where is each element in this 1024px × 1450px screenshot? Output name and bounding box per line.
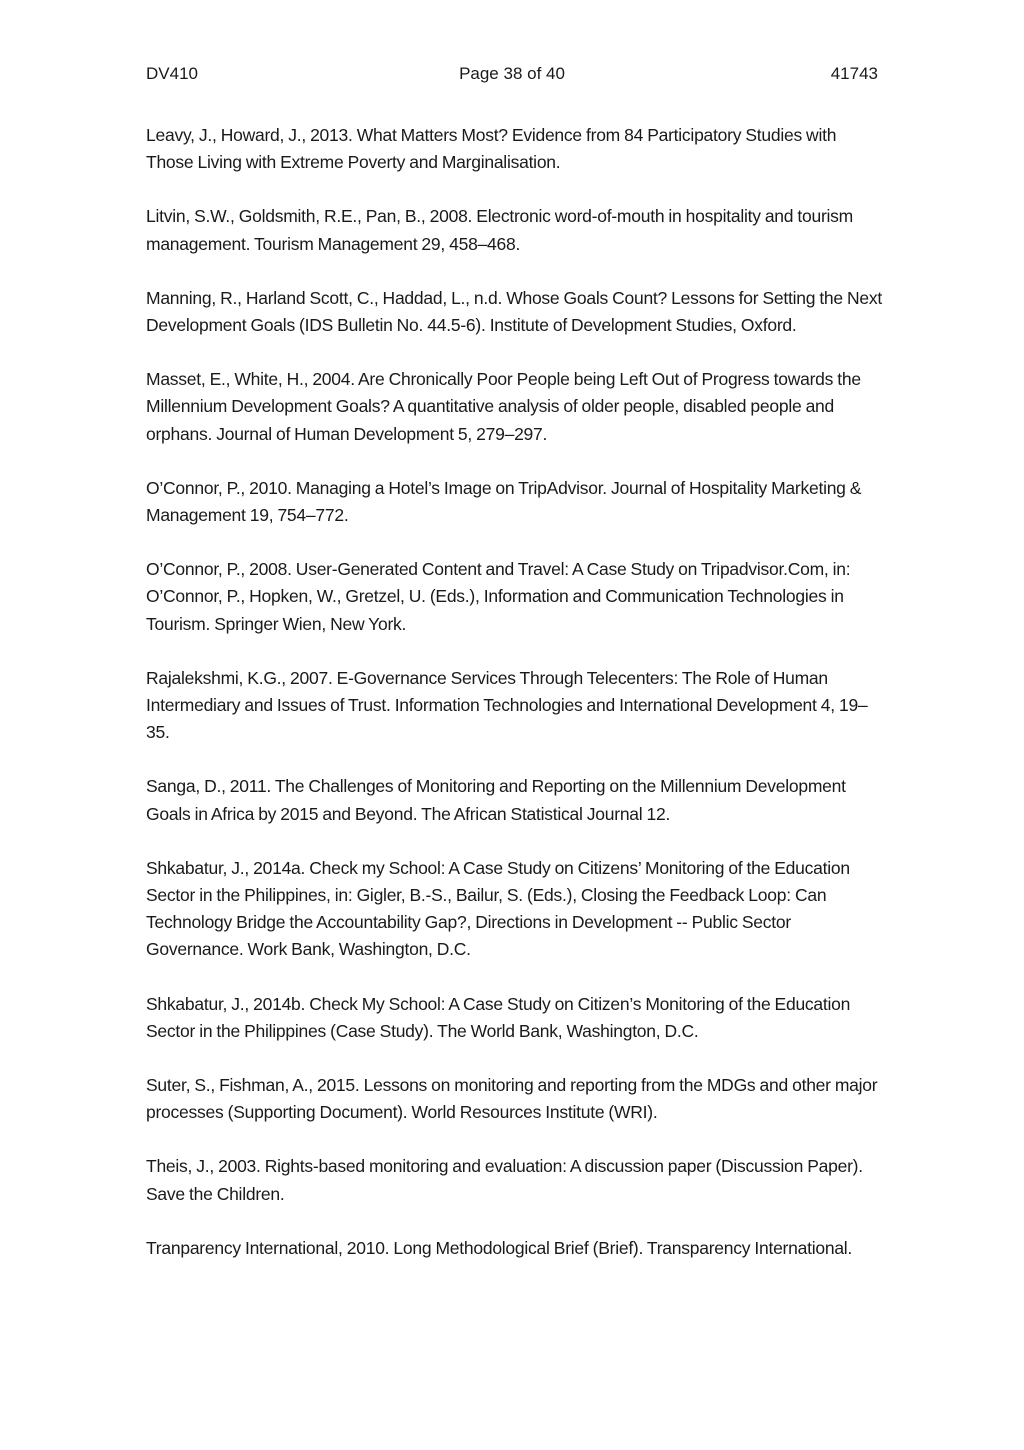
candidate-number: 41743 [830, 64, 878, 83]
reference-entry: Manning, R., Harland Scott, C., Haddad, L., n.d. Whose Goals Count? Lessons for Setting the Next Development Goals (IDS Bulletin No. 44.5-6). Institute of Development Studies, Oxford. [146, 287, 882, 336]
page-header [146, 60, 878, 88]
reference-entry: Theis, J., 2003. Rights-based monitoring and evaluation: A discussion paper (Discussion Paper). Save the Children. [146, 1156, 863, 1204]
reference-entry: Shkabatur, J., 2014b. Check My School: A Case Study on Citizen’s Monitoring of the Education Sector in the Philippines (Case Study). The World Bank, Washington, D.C. [146, 993, 851, 1041]
reference-entry: Rajalekshmi, K.G., 2007. E-Governance Services Through Telecenters: The Role of Human Intermediary and Issues of Trust. Information Technologies and International Development 4, 19–35. [146, 667, 868, 743]
page-number: Page 38 of 40 [459, 64, 565, 83]
reference-entry: Sanga, D., 2011. The Challenges of Monitoring and Reporting on the Millennium Development Goals in Africa by 2015 and Beyond. The African Statistical Journal 12. [146, 776, 846, 824]
reference-list [146, 122, 882, 1289]
reference-entry: Leavy, J., Howard, J., 2013. What Matters Most? Evidence from 84 Participatory Studies with Those Living with Extreme Poverty and Marginalisation. [146, 125, 837, 173]
reference-entry: Shkabatur, J., 2014a. Check my School: A Case Study on Citizens’ Monitoring of the Education Sector in the Philippines, in: Gigler, B.-S., Bailur, S. (Eds.), Closing the Feedback Loop: Can Technology Bridge the Accountability Gap?, Directions in Development -- Public Sector Governance. Work Bank, Washington, D.C. [146, 857, 850, 960]
reference-entry: Masset, E., White, H., 2004. Are Chronically Poor People being Left Out of Progress towards the Millennium Development Goals? A quantitative analysis of older people, disabled people and orphans. Journal of Human Development 5, 279–297. [146, 369, 861, 444]
reference-entry: O’Connor, P., 2010. Managing a Hotel’s Image on TripAdvisor. Journal of Hospitality Marketing & Management 19, 754–772. [146, 477, 862, 526]
reference-entry: O’Connor, P., 2008. User-Generated Content and Travel: A Case Study on Tripadvisor.Com, in: O’Connor, P., Hopken, W., Gretzel, U. (Eds.), Information and Communication Technologies in Tourism. Springer Wien, New York. [146, 559, 851, 634]
reference-entry: Tranparency International, 2010. Long Methodological Brief (Brief). Transparency International. [146, 1237, 853, 1258]
reference-entry: Suter, S., Fishman, A., 2015. Lessons on monitoring and reporting from the MDGs and other major processes (Supporting Document). World Resources Institute (WRI). [146, 1075, 878, 1123]
reference-entry: Litvin, S.W., Goldsmith, R.E., Pan, B., 2008. Electronic word-of-mouth in hospitality and tourism management. Tourism Management 29, 458–468. [146, 206, 854, 254]
course-code: DV410 [146, 64, 198, 83]
